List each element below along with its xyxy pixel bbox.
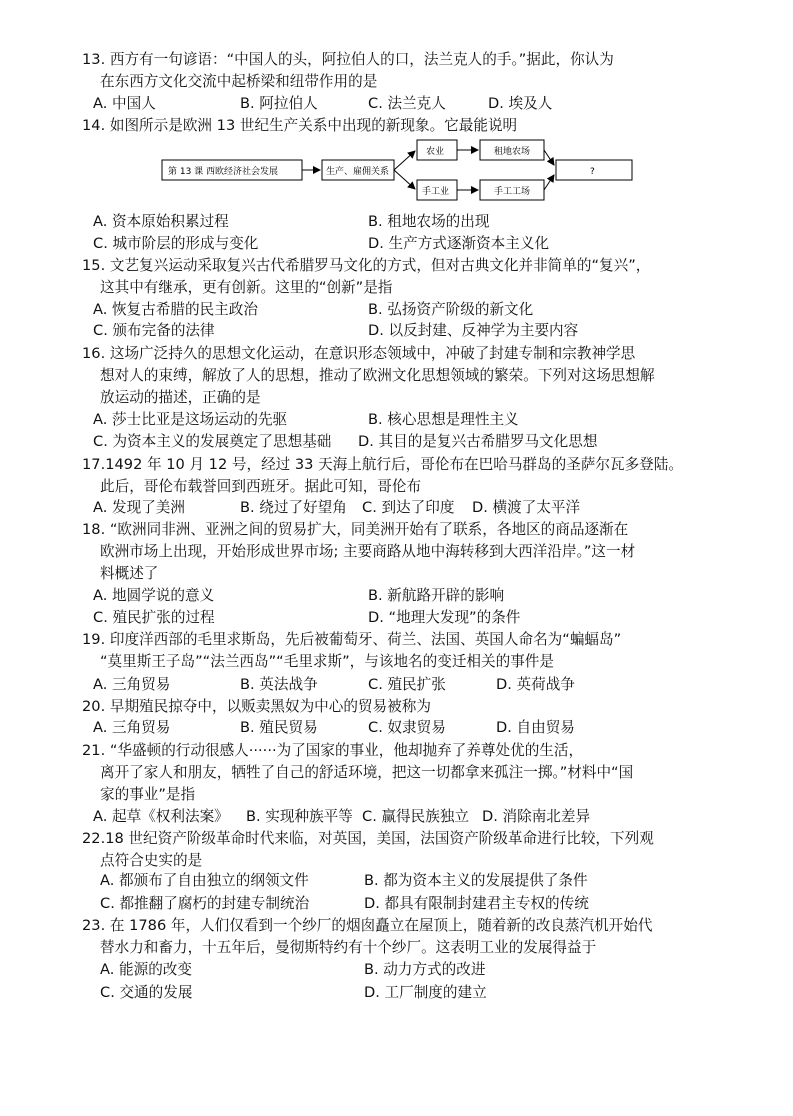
- q20-option-b[interactable]: B. 殖民贸易: [240, 719, 318, 736]
- q14-line-1: 如图所示是欧洲 13 世纪生产关系中出现的新现象。它最能说明: [109, 117, 518, 134]
- diagram-label-question: ?: [590, 167, 595, 177]
- q17-number: 17.: [82, 456, 106, 473]
- production-relations-diagram: [160, 137, 640, 207]
- q14-option-d[interactable]: D. 生产方式逐渐资本主义化: [368, 235, 550, 252]
- diagram-arrow-6: [544, 150, 554, 165]
- diagram-label-workshop: 手工工场: [494, 187, 531, 197]
- q13-option-a[interactable]: A. 中国人: [93, 95, 156, 112]
- question-15-stem: [82, 256, 650, 276]
- q14-number: 14.: [82, 117, 106, 134]
- q14-option-c[interactable]: C. 城市阶层的形成与变化: [93, 235, 259, 252]
- q17-option-b[interactable]: B. 绕过了好望角: [240, 499, 347, 516]
- question-20-stem: [82, 697, 431, 717]
- q21-option-c[interactable]: C. 赢得民族独立: [362, 808, 470, 825]
- q16-line-2: 想对人的束缚，解放了人的思想，推动了欧洲文化思想领域的繁荣。下列对这场思想解: [100, 367, 655, 384]
- diagram-label-relations: 生产、雇佣关系: [326, 167, 390, 177]
- q18-line-1: “欧洲同非洲、亚洲之间的贸易扩大，同美洲开始有了联系，各地区的商品逐渐在: [109, 521, 629, 538]
- q17-option-a[interactable]: A. 发现了美洲: [93, 499, 185, 516]
- q23-number: 23.: [82, 917, 106, 934]
- q15-line-1: 文艺复兴运动采取复兴古代希腊罗马文化的方式，但对古典文化并非简单的“复兴”，: [109, 257, 651, 274]
- q13-number: 13.: [82, 51, 106, 68]
- q18-option-a[interactable]: A. 地圆学说的意义: [93, 587, 215, 604]
- question-14-stem: [82, 116, 517, 136]
- q18-number: 18.: [82, 521, 106, 538]
- q21-line-2: 离开了家人和朋友，牺牲了自己的舒适环境，把这一切都拿来孤注一掷。”材料中“国: [100, 764, 634, 781]
- q16-option-d[interactable]: D. 其目的是复兴古希腊罗马文化思想: [358, 433, 598, 450]
- q17-option-c[interactable]: C. 到达了印度: [362, 499, 455, 516]
- q18-option-c[interactable]: C. 殖民扩张的过程: [93, 609, 215, 626]
- q23-line-2: 替水力和畜力，十五年后，曼彻斯特约有十个纱厂。这表明工业的发展得益于: [100, 939, 597, 956]
- q22-option-c[interactable]: C. 都推翻了腐朽的封建专制统治: [100, 895, 310, 912]
- q20-line-1: 早期殖民掠夺中，以贩卖黑奴为中心的贸易被称为: [109, 698, 431, 715]
- q21-line-1: “华盛顿的行动很感人······为了国家的事业，他却抛弃了养尊处优的生活，: [109, 742, 584, 759]
- q19-number: 19.: [82, 631, 106, 648]
- q19-line-1: 印度洋西部的毛里求斯岛，先后被葡萄牙、荷兰、法国、英国人命名为“蝙蝠岛”: [109, 631, 622, 648]
- q19-option-a[interactable]: A. 三角贸易: [93, 676, 171, 693]
- q23-option-b[interactable]: B. 动力方式的改进: [364, 961, 486, 978]
- diagram-label-lesson: 第 13 课 西欧经济社会发展: [168, 167, 279, 177]
- q14-option-b[interactable]: B. 租地农场的出现: [368, 213, 490, 230]
- q16-number: 16.: [82, 345, 106, 362]
- question-13-stem: [82, 50, 614, 70]
- q15-option-d[interactable]: D. 以反封建、反神学为主要内容: [368, 322, 579, 339]
- q17-option-d[interactable]: D. 横渡了太平洋: [472, 499, 581, 516]
- question-22-stem: [82, 829, 654, 849]
- q21-option-a[interactable]: A. 起草《权利法案》: [93, 808, 229, 825]
- q13-option-b[interactable]: B. 阿拉伯人: [240, 95, 318, 112]
- q16-line-3: 放运动的描述，正确的是: [100, 389, 261, 406]
- question-21-stem: [82, 741, 583, 761]
- q16-line-1: 这场广泛持久的思想文化运动，在意识形态领域中，冲破了封建专制和宗教神学思: [109, 345, 636, 362]
- q18-option-b[interactable]: B. 新航路开辟的影响: [368, 587, 505, 604]
- q16-option-a[interactable]: A. 莎士比亚是这场运动的先驱: [93, 411, 288, 428]
- question-23-stem: [82, 916, 652, 936]
- q20-option-a[interactable]: A. 三角贸易: [93, 719, 171, 736]
- q20-number: 20.: [82, 698, 106, 715]
- diagram-arrow-3: [394, 170, 415, 189]
- question-17-stem: [82, 455, 683, 475]
- q20-option-c[interactable]: C. 奴隶贸易: [368, 719, 446, 736]
- q15-option-b[interactable]: B. 弘扬资产阶级的新文化: [368, 301, 534, 318]
- q22-option-d[interactable]: D. 都具有限制封建君主专权的传统: [364, 895, 589, 912]
- q18-line-3: 料概述了: [100, 565, 159, 582]
- q17-line-1: 1492 年 10 月 12 号，经过 33 天海上航行后，哥伦布在巴哈马群岛的圣萨尔瓦多登陆。: [105, 456, 683, 473]
- q13-option-c[interactable]: C. 法兰克人: [368, 95, 446, 112]
- q15-line-2: 这其中有继承，更有创新。这里的“创新”是指: [100, 279, 393, 296]
- q15-number: 15.: [82, 257, 106, 274]
- q21-line-3: 家的事业”是指: [100, 786, 196, 803]
- q21-option-d[interactable]: D. 消除南北差异: [482, 808, 591, 825]
- question-19-stem: [82, 630, 621, 650]
- q22-option-b[interactable]: B. 都为资本主义的发展提供了条件: [364, 872, 588, 889]
- q20-option-d[interactable]: D. 自由贸易: [496, 719, 575, 736]
- diagram-arrow-7: [544, 175, 554, 190]
- q16-option-c[interactable]: C. 为资本主义的发展奠定了思想基础: [93, 433, 332, 450]
- q15-option-a[interactable]: A. 恢复古希腊的民主政治: [93, 301, 258, 318]
- q18-line-2: 欧洲市场上出现，开始形成世界市场; 主要商路从地中海转移到大西洋沿岸。”这一材: [100, 543, 636, 560]
- q19-option-d[interactable]: D. 英荷战争: [496, 676, 575, 693]
- q22-option-a[interactable]: A. 都颁布了自由独立的纲领文件: [100, 872, 309, 889]
- q19-option-c[interactable]: C. 殖民扩张: [368, 676, 446, 693]
- diagram-label-farm: 租地农场: [494, 147, 531, 157]
- q13-line-2: 在东西方文化交流中起桥梁和纽带作用的是: [100, 73, 378, 90]
- q23-line-1: 在 1786 年，人们仅看到一个纱厂的烟囱矗立在屋顶上，随着新的改良蒸汽机开始代: [109, 917, 653, 934]
- question-16-stem: [82, 344, 635, 364]
- q13-line-1: 西方有一句谚语：“中国人的头，阿拉伯人的口，法兰克人的手。”据此，你认为: [109, 51, 614, 68]
- q23-option-a[interactable]: A. 能源的改变: [100, 961, 192, 978]
- q21-option-b[interactable]: B. 实现种族平等: [246, 808, 353, 825]
- diagram-arrow-2: [394, 151, 415, 170]
- q23-option-c[interactable]: C. 交通的发展: [100, 984, 193, 1001]
- q14-option-a[interactable]: A. 资本原始积累过程: [93, 213, 229, 230]
- diagram-label-agriculture: 农业: [426, 147, 445, 157]
- q15-option-c[interactable]: C. 颁布完备的法律: [93, 322, 215, 339]
- q18-option-d[interactable]: D. “地理大发现”的条件: [368, 609, 521, 626]
- question-18-stem: [82, 520, 628, 540]
- q17-line-2: 此后，哥伦布载誉回到西班牙。据此可知，哥伦布: [100, 478, 422, 495]
- q16-option-b[interactable]: B. 核心思想是理性主义: [368, 411, 519, 428]
- q22-line-1: 18 世纪资产阶级革命时代来临，对英国，美国，法国资产阶级革命进行比较，下列观: [105, 830, 654, 847]
- q21-number: 21.: [82, 742, 106, 759]
- q22-line-2: 点符合史实的是: [100, 852, 203, 869]
- q22-number: 22.: [82, 830, 106, 847]
- q19-line-2: “莫里斯王子岛”“法兰西岛”“毛里求斯”，与该地名的变迁相关的事件是: [100, 653, 554, 670]
- q19-option-b[interactable]: B. 英法战争: [240, 676, 318, 693]
- q13-option-d[interactable]: D. 埃及人: [488, 95, 553, 112]
- diagram-label-handicraft: 手工业: [422, 187, 450, 197]
- q23-option-d[interactable]: D. 工厂制度的建立: [364, 984, 487, 1001]
